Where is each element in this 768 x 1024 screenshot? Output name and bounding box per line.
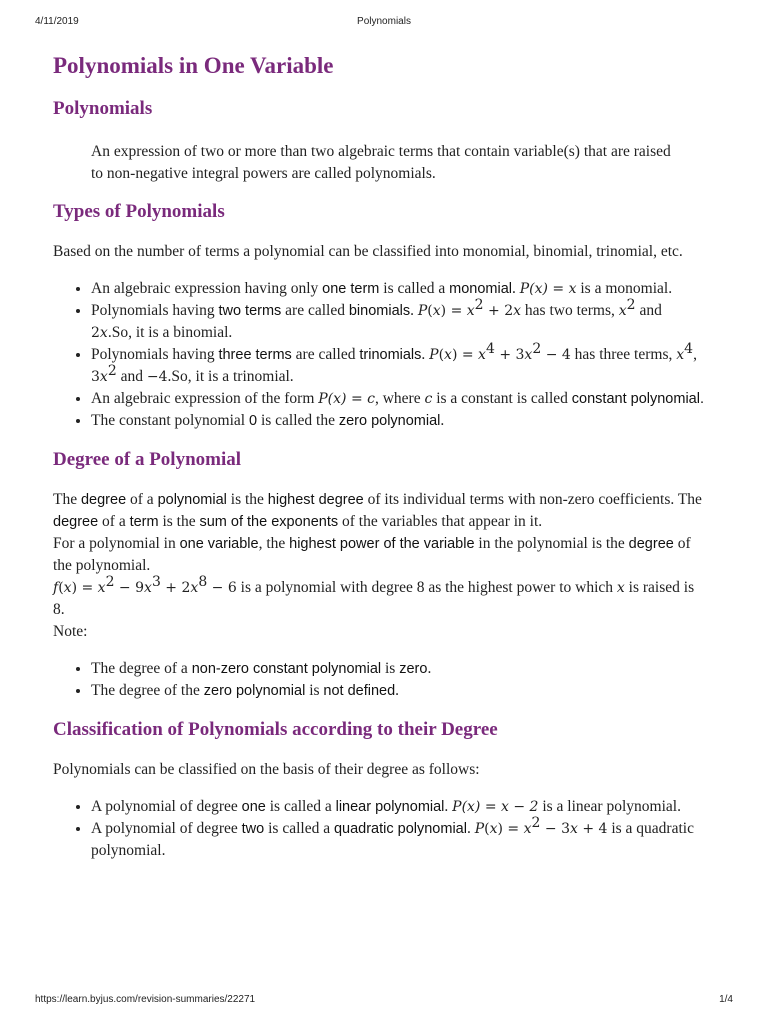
list-item-zero: • The constant polynomial 0 is called the zero polynomial.	[91, 410, 705, 432]
note-label: Note:	[53, 622, 88, 640]
math-expression: P	[429, 347, 439, 364]
math-expression: P	[417, 303, 428, 320]
article	[53, 52, 705, 878]
heading-polynomials: Polynomials	[53, 97, 153, 119]
types-intro: Based on the number of terms a polynomial can be classified into monomial, binomial, trinomial, etc.	[53, 243, 683, 261]
list-item: • The degree of the zero polynomial is not defined.	[91, 680, 705, 702]
list-item-linear: • A polynomial of degree one is called a linear polynomial. P(x) = x − 2 is a linear polynomial.	[91, 796, 705, 818]
list-item-monomial: • An algebraic expression having only one term is called a monomial. P(x) = x is a monomial.	[91, 278, 705, 300]
classification-list	[53, 796, 705, 862]
math-expression: P	[474, 820, 485, 837]
classification-intro: Polynomials can be classified on the basis of their degree as follows:	[53, 760, 480, 778]
document-title: Polynomials	[357, 16, 411, 27]
definition-blockquote: An expression of two or more than two algebraic terms that contain variable(s) that are raised to non-negative integral powers are called polynomials.	[91, 143, 671, 183]
list-item-binomial: • Polynomials having two terms are called binomials. $P(x) = x^2 + 2x$ has two terms, $x^2$ and 2x.So, it is a binomial.	[91, 300, 705, 344]
list-item-constant: • An algebraic expression of the form P(x) = c, where c is a constant is called constant polynomial.	[91, 388, 705, 410]
list-item-trinomial: • Polynomials having three terms are called trinomials. $P(x) = x^4 + 3x^2 - 4$ has three terms, $x^4$, $3x^2$ and −4.So, it is a trinomial.	[91, 344, 705, 388]
list-item-quadratic: • A polynomial of degree two is called a quadratic polynomial. $P(x) = x^2 - 3x + 4$ is a quadratic polynomial.	[91, 818, 705, 862]
math-expression: f	[53, 579, 59, 596]
degree-paragraph: The degree of a polynomial is the highest degree of its individual terms with non-zero coefficients. The degree of a term is the sum of the exponents of the variables that appear in it.	[53, 490, 702, 530]
heading-classification: Classification of Polynomials according to their Degree	[53, 718, 498, 740]
math-expression: P(x) = x − 2	[452, 798, 539, 815]
source-url: https://learn.byjus.com/revision-summaries/22271	[35, 994, 256, 1005]
degree-one-variable: For a polynomial in one variable, the highest power of the variable in the polynomial is the degree of the polynomial.	[53, 534, 691, 574]
types-list	[53, 278, 705, 432]
math-expression: P(x) = x	[519, 281, 577, 298]
print-date: 4/11/2019	[35, 16, 79, 27]
note-list	[53, 658, 705, 702]
page-title: Polynomials in One Variable	[53, 53, 334, 78]
list-item: • The degree of a non-zero constant polynomial is zero.	[91, 658, 705, 680]
page-number: 1/4	[719, 994, 733, 1005]
heading-degree: Degree of a Polynomial	[53, 449, 242, 471]
heading-types: Types of Polynomials	[53, 201, 225, 223]
math-expression: P(x) = c	[318, 391, 375, 408]
degree-example: $f(x) = x^2 - 9x^3 + 2x^8 - 6$ is a polynomial with degree 8 as the highest power to which x is raised is 8.	[53, 573, 695, 618]
